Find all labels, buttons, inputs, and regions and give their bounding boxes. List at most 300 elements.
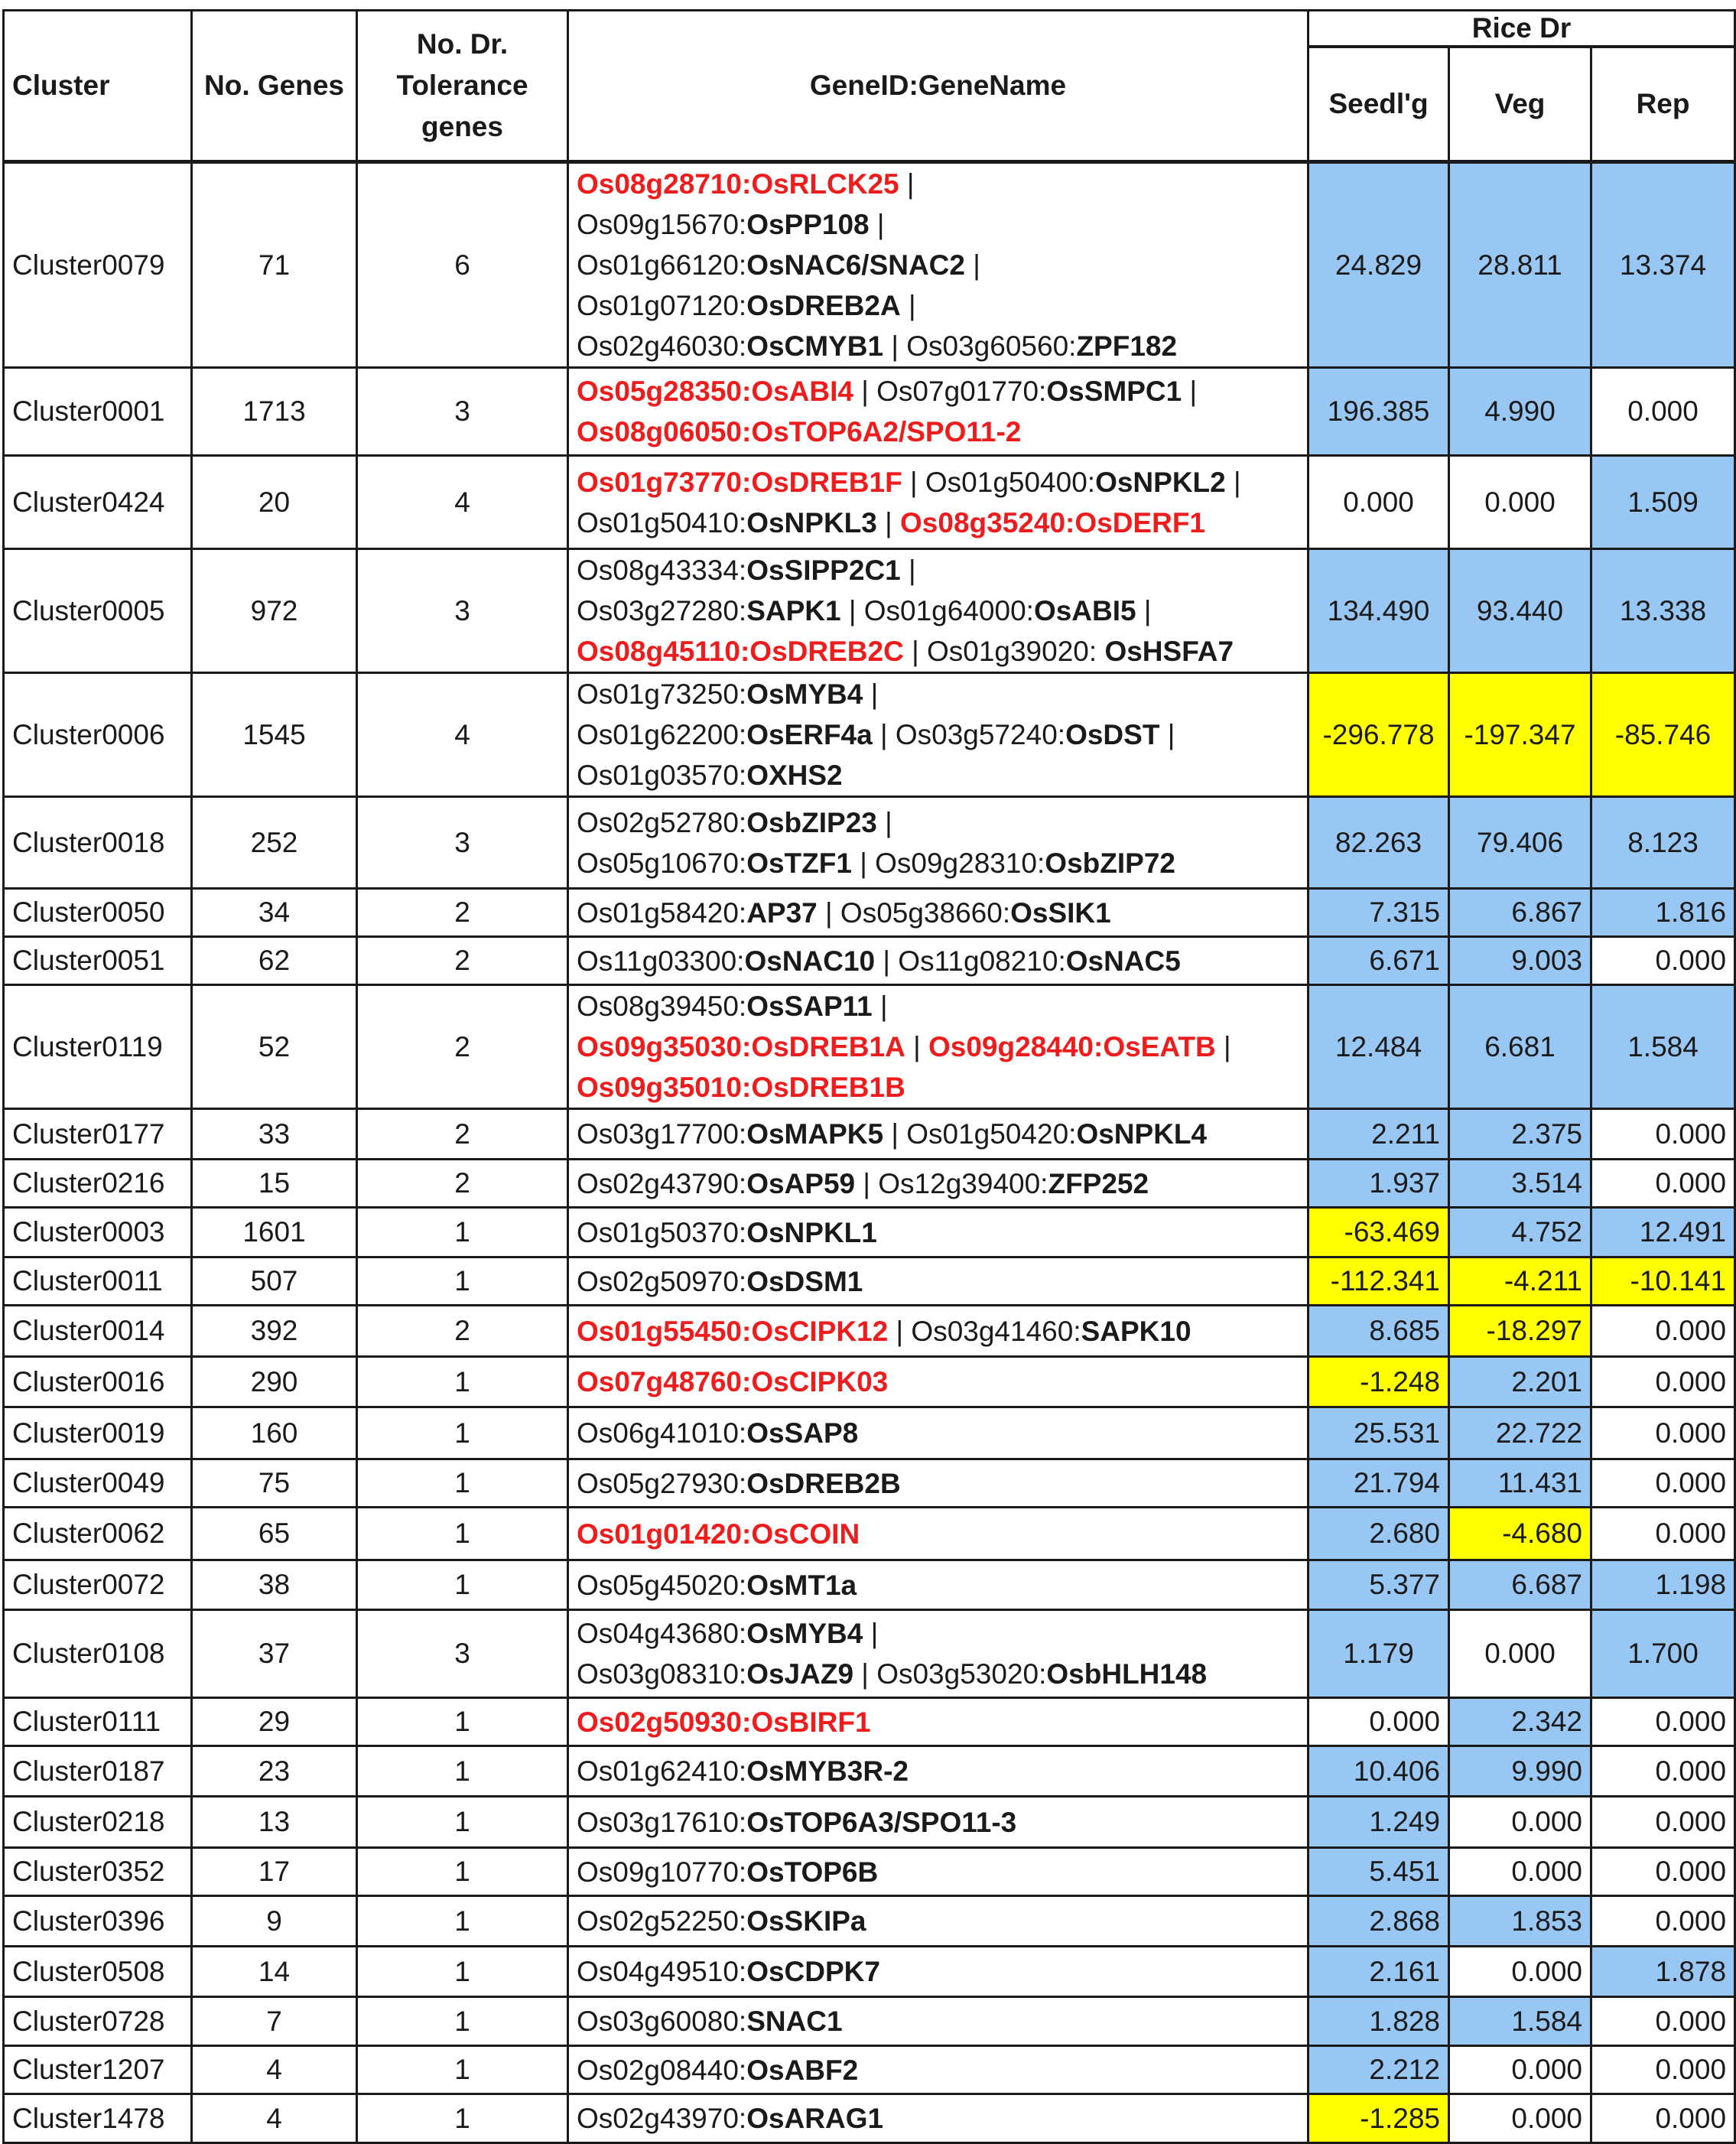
- gene-list-cell: [568, 456, 1309, 549]
- vegetative-value-cell: 2.375: [1449, 1109, 1591, 1160]
- vegetative-value-cell: 4.752: [1449, 1208, 1591, 1257]
- gene-entry: [906, 1118, 1207, 1150]
- gene-id: Os05g27930:: [577, 1467, 747, 1499]
- cluster-id-cell: Cluster0728: [4, 1997, 192, 2046]
- gene-list-cell: [568, 1109, 1309, 1160]
- cluster-id-cell: Cluster0119: [4, 985, 192, 1109]
- gene-id: Os03g17700:: [577, 1118, 747, 1150]
- gene-separator: |: [902, 466, 925, 498]
- gene-entry: [927, 636, 1234, 667]
- table-row: [4, 937, 1735, 985]
- gene-id: Os01g62410:: [577, 1755, 747, 1787]
- gene-name: OsCIPK12: [751, 1315, 889, 1347]
- gene-id: Os08g28710:: [577, 168, 752, 200]
- gene-name: SAPK1: [746, 595, 841, 626]
- gene-name: OsABI4: [751, 376, 853, 407]
- gene-entry: [875, 848, 1175, 879]
- cluster-id-cell: Cluster0051: [4, 937, 192, 985]
- gene-list-cell: [568, 1357, 1309, 1407]
- gene-name: OsTOP6A2/SPO11-2: [751, 416, 1022, 447]
- gene-entry: [577, 1118, 883, 1150]
- table-row: [4, 1306, 1735, 1357]
- vegetative-value-cell: 0.000: [1449, 2094, 1591, 2143]
- gene-entry: [577, 636, 904, 667]
- gene-id: Os08g43334:: [577, 555, 747, 586]
- gene-separator: |: [1225, 466, 1241, 498]
- gene-list-cell: [568, 1257, 1309, 1306]
- gene-separator: |: [840, 595, 864, 626]
- gene-entry: [925, 467, 1226, 498]
- tolerance-count-cell: 4: [357, 673, 568, 797]
- gene-list-cell: [568, 1848, 1309, 1896]
- tolerance-count-cell: 1: [357, 1257, 568, 1306]
- reproductive-value-cell: -10.141: [1591, 1257, 1735, 1306]
- reproductive-value-cell: 0.000: [1591, 2094, 1735, 2143]
- cluster-id-cell: Cluster0003: [4, 1208, 192, 1257]
- gene-count-cell: 507: [192, 1257, 357, 1306]
- gene-name: OXHS2: [746, 760, 843, 791]
- gene-count-cell: 33: [192, 1109, 357, 1160]
- vegetative-value-cell: 3.514: [1449, 1160, 1591, 1208]
- seedling-value-cell: 0.000: [1309, 1698, 1449, 1746]
- gene-id: Os03g17610:: [577, 1806, 747, 1838]
- gene-list-cell: [568, 1610, 1309, 1698]
- gene-entry: [577, 1807, 1016, 1838]
- table-row: [4, 889, 1735, 937]
- seedling-value-cell: 1.179: [1309, 1610, 1449, 1698]
- gene-name: OsNAC10: [744, 945, 876, 977]
- gene-separator: |: [875, 945, 899, 977]
- gene-id: Os03g08310:: [577, 1658, 747, 1690]
- tolerance-count-cell: 1: [357, 1459, 568, 1508]
- gene-name: OsSKIPa: [746, 1905, 866, 1937]
- gene-id: Os01g64000:: [863, 595, 1034, 626]
- cluster-id-cell: Cluster0018: [4, 797, 192, 889]
- gene-entry: [577, 1658, 853, 1690]
- vegetative-value-cell: 4.990: [1449, 368, 1591, 456]
- gene-count-cell: 1601: [192, 1208, 357, 1257]
- cluster-id-cell: Cluster0111: [4, 1698, 192, 1746]
- header-vegetative: Veg: [1449, 47, 1591, 162]
- gene-name: OsDREB1B: [751, 1072, 905, 1103]
- gene-name: OsNPKL2: [1095, 466, 1226, 498]
- tolerance-count-cell: 2: [357, 1109, 568, 1160]
- tolerance-count-cell: 1: [357, 1698, 568, 1746]
- gene-name: OsDERF1: [1074, 506, 1205, 538]
- gene-entry: [577, 1468, 901, 1499]
- cluster-id-cell: Cluster0005: [4, 549, 192, 673]
- tolerance-count-cell: 3: [357, 1610, 568, 1698]
- gene-id: Os02g50930:: [577, 1706, 752, 1738]
- tolerance-count-cell: 1: [357, 2094, 568, 2143]
- vegetative-value-cell: 0.000: [1449, 1610, 1591, 1698]
- gene-name: OsPP108: [746, 209, 870, 240]
- tolerance-count-cell: 4: [357, 456, 568, 549]
- vegetative-value-cell: 9.990: [1449, 1746, 1591, 1797]
- gene-id: Os05g38660:: [840, 896, 1011, 929]
- tolerance-count-cell: 3: [357, 549, 568, 673]
- gene-name: OsARAG1: [746, 2103, 884, 2134]
- gene-list-cell: [568, 889, 1309, 937]
- gene-list-cell: [568, 1997, 1309, 2046]
- gene-name: OsCDPK7: [746, 1956, 880, 1987]
- gene-id: Os09g35010:: [577, 1072, 752, 1103]
- gene-count-cell: 34: [192, 889, 357, 937]
- gene-name: OsABI5: [1033, 595, 1136, 626]
- table-row: [4, 456, 1735, 549]
- cluster-id-cell: Cluster0050: [4, 889, 192, 937]
- gene-entry: [577, 1217, 877, 1248]
- gene-count-cell: 7: [192, 1997, 357, 2046]
- table-row: [4, 673, 1735, 797]
- gene-list-cell: [568, 1560, 1309, 1610]
- gene-name: OsCIPK03: [751, 1366, 889, 1397]
- gene-name: OsNAC6/SNAC2: [746, 249, 965, 281]
- gene-name: OsNPKL4: [1076, 1118, 1208, 1150]
- gene-id: Os03g53020:: [876, 1658, 1047, 1690]
- gene-name: OsCOIN: [751, 1518, 860, 1550]
- gene-list-cell: [568, 797, 1309, 889]
- gene-list-cell: [568, 2094, 1309, 2143]
- gene-count-cell: 62: [192, 937, 357, 985]
- header-reproductive: Rep: [1591, 47, 1735, 162]
- reproductive-value-cell: 0.000: [1591, 1997, 1735, 2046]
- tolerance-count-cell: 1: [357, 1997, 568, 2046]
- gene-name: OsTOP6B: [746, 1856, 879, 1888]
- table-row: [4, 1560, 1735, 1610]
- gene-separator: |: [905, 1031, 928, 1062]
- vegetative-value-cell: 79.406: [1449, 797, 1591, 889]
- gene-entry: [900, 507, 1205, 538]
- table-row: [4, 1610, 1735, 1698]
- gene-id: Os11g08210:: [898, 945, 1066, 977]
- reproductive-value-cell: 1.198: [1591, 1560, 1735, 1610]
- gene-name: OsSAP8: [746, 1417, 859, 1449]
- gene-entry: [876, 376, 1182, 407]
- table-row: [4, 1997, 1735, 2046]
- gene-id: Os01g39020:: [926, 636, 1105, 667]
- vegetative-value-cell: 0.000: [1449, 1797, 1591, 1848]
- vegetative-value-cell: 0.000: [1449, 456, 1591, 549]
- cluster-id-cell: Cluster0216: [4, 1160, 192, 1208]
- seedling-value-cell: 5.377: [1309, 1560, 1449, 1610]
- gene-separator: |: [1182, 376, 1198, 407]
- cluster-id-cell: Cluster0177: [4, 1109, 192, 1160]
- vegetative-value-cell: 0.000: [1449, 2046, 1591, 2094]
- tolerance-count-cell: 1: [357, 1746, 568, 1797]
- tolerance-count-cell: 2: [357, 1160, 568, 1208]
- reproductive-value-cell: 0.000: [1591, 1160, 1735, 1208]
- table-row: [4, 985, 1735, 1109]
- gene-id: Os08g06050:: [577, 416, 752, 447]
- cluster-id-cell: Cluster0079: [4, 162, 192, 368]
- reproductive-value-cell: 0.000: [1591, 1896, 1735, 1947]
- vegetative-value-cell: -197.347: [1449, 673, 1591, 797]
- gene-name: OsMYB4: [746, 678, 863, 710]
- reproductive-value-cell: 8.123: [1591, 797, 1735, 889]
- gene-name: OsRLCK25: [751, 168, 899, 200]
- gene-name: OsAP59: [746, 1167, 856, 1199]
- header-no-genes: No. Genes: [192, 11, 357, 162]
- seedling-value-cell: 0.000: [1309, 456, 1449, 549]
- gene-count-cell: 52: [192, 985, 357, 1109]
- gene-list-cell: [568, 549, 1309, 673]
- cluster-id-cell: Cluster0019: [4, 1407, 192, 1459]
- gene-name: OsbZIP72: [1045, 847, 1175, 879]
- vegetative-value-cell: 9.003: [1449, 937, 1591, 985]
- tolerance-count-cell: 2: [357, 937, 568, 985]
- gene-entry: [898, 945, 1181, 977]
- header-gene-id-name: GeneID:GeneName: [568, 11, 1309, 162]
- reproductive-value-cell: 1.584: [1591, 985, 1735, 1109]
- gene-name: OsSIPP2C1: [746, 555, 901, 586]
- gene-count-cell: 1713: [192, 368, 357, 456]
- table-row: [4, 368, 1735, 456]
- table-row: [4, 1208, 1735, 1257]
- gene-entry: [577, 807, 877, 838]
- reproductive-value-cell: 1.878: [1591, 1947, 1735, 1997]
- gene-separator: |: [863, 1618, 879, 1649]
- gene-entry: [577, 2103, 883, 2134]
- reproductive-value-cell: -85.746: [1591, 673, 1735, 797]
- gene-id: Os08g45110:: [577, 636, 750, 667]
- gene-separator: |: [876, 506, 901, 538]
- gene-separator: |: [855, 1167, 879, 1199]
- vegetative-value-cell: 2.342: [1449, 1698, 1591, 1746]
- vegetative-value-cell: 2.201: [1449, 1357, 1591, 1407]
- vegetative-value-cell: 6.867: [1449, 889, 1591, 937]
- table-row: [4, 1698, 1735, 1746]
- reproductive-value-cell: 13.374: [1591, 162, 1735, 368]
- gene-name: OsDREB2A: [746, 290, 901, 321]
- gene-count-cell: 4: [192, 2046, 357, 2094]
- tolerance-count-cell: 1: [357, 1208, 568, 1257]
- gene-id: Os01g50410:: [577, 506, 747, 538]
- gene-id: Os12g39400:: [878, 1167, 1048, 1199]
- gene-entry: [840, 897, 1111, 929]
- reproductive-value-cell: 0.000: [1591, 1508, 1735, 1560]
- gene-name: OsMAPK5: [746, 1118, 884, 1150]
- gene-id: Os03g57240:: [895, 719, 1066, 750]
- gene-count-cell: 17: [192, 1848, 357, 1896]
- seedling-value-cell: 24.829: [1309, 162, 1449, 368]
- gene-name: OsSMPC1: [1046, 376, 1182, 407]
- tolerance-count-cell: 2: [357, 889, 568, 937]
- table-row: [4, 1357, 1735, 1407]
- gene-count-cell: 13: [192, 1797, 357, 1848]
- gene-name: OsDST: [1065, 719, 1160, 750]
- table-row: [4, 2046, 1735, 2094]
- reproductive-value-cell: 1.509: [1591, 456, 1735, 549]
- gene-id: Os03g27280:: [577, 595, 747, 626]
- gene-entry: [577, 719, 873, 750]
- gene-separator: |: [817, 896, 840, 929]
- gene-separator: |: [900, 290, 916, 321]
- gene-entry: [906, 330, 1177, 362]
- gene-id: Os02g52780:: [577, 806, 747, 838]
- table-row: [4, 1797, 1735, 1848]
- gene-entry: [864, 595, 1136, 626]
- table-row: [4, 549, 1735, 673]
- cluster-id-cell: Cluster0352: [4, 1848, 192, 1896]
- gene-name: OsHSFA7: [1104, 636, 1234, 667]
- gene-entry: [577, 555, 901, 586]
- gene-entry: [577, 848, 852, 879]
- seedling-value-cell: 1.937: [1309, 1160, 1449, 1208]
- gene-count-cell: 9: [192, 1896, 357, 1947]
- tolerance-count-cell: 1: [357, 1508, 568, 1560]
- seedling-value-cell: 2.161: [1309, 1947, 1449, 1997]
- gene-id: Os06g41010:: [577, 1417, 747, 1449]
- reproductive-value-cell: 0.000: [1591, 1848, 1735, 1896]
- vegetative-value-cell: -18.297: [1449, 1306, 1591, 1357]
- gene-entry: [577, 760, 843, 791]
- gene-id: Os01g73770:: [577, 466, 752, 498]
- gene-id: Os09g10770:: [577, 1856, 747, 1888]
- gene-separator: |: [883, 330, 907, 362]
- gene-name: OsMYB4: [746, 1618, 863, 1649]
- gene-entry: [577, 507, 877, 538]
- gene-id: Os07g01770:: [876, 376, 1047, 407]
- reproductive-value-cell: 1.700: [1591, 1610, 1735, 1698]
- gene-entry: [577, 1266, 863, 1297]
- seedling-value-cell: 8.685: [1309, 1306, 1449, 1357]
- table-header: [4, 11, 1735, 162]
- tolerance-count-cell: 1: [357, 1357, 568, 1407]
- gene-entry: [577, 595, 841, 626]
- table-row: [4, 797, 1735, 889]
- gene-entry: [577, 678, 863, 710]
- gene-separator: |: [863, 678, 879, 710]
- gene-separator: |: [883, 1118, 907, 1150]
- table-row: [4, 1947, 1735, 1997]
- gene-id: Os03g60560:: [906, 330, 1077, 362]
- vegetative-value-cell: 1.853: [1449, 1896, 1591, 1947]
- gene-entry: [577, 376, 853, 407]
- gene-name: OsNAC5: [1065, 945, 1181, 977]
- gene-name: SNAC1: [746, 2006, 843, 2037]
- gene-id: Os02g43970:: [577, 2103, 747, 2134]
- reproductive-value-cell: 0.000: [1591, 1459, 1735, 1508]
- gene-id: Os11g03300:: [577, 945, 745, 977]
- tolerance-count-cell: 1: [357, 1797, 568, 1848]
- gene-name: OsDREB1F: [751, 466, 902, 498]
- table-row: [4, 1459, 1735, 1508]
- reproductive-value-cell: 0.000: [1591, 2046, 1735, 2094]
- tolerance-count-cell: 3: [357, 797, 568, 889]
- reproductive-value-cell: 0.000: [1591, 1357, 1735, 1407]
- tolerance-count-cell: 1: [357, 1947, 568, 1997]
- gene-separator: |: [903, 636, 927, 667]
- cluster-id-cell: Cluster0508: [4, 1947, 192, 1997]
- reproductive-value-cell: 0.000: [1591, 1407, 1735, 1459]
- cluster-id-cell: Cluster0108: [4, 1610, 192, 1698]
- gene-name: ZFP252: [1048, 1167, 1149, 1199]
- tolerance-count-cell: 2: [357, 1306, 568, 1357]
- vegetative-value-cell: 93.440: [1449, 549, 1591, 673]
- gene-count-cell: 160: [192, 1407, 357, 1459]
- reproductive-value-cell: 1.816: [1591, 889, 1735, 937]
- gene-entry: [577, 1956, 880, 1987]
- seedling-value-cell: 2.868: [1309, 1896, 1449, 1947]
- vegetative-value-cell: 6.681: [1449, 985, 1591, 1109]
- gene-separator: |: [869, 209, 885, 240]
- gene-id: Os01g66120:: [577, 249, 747, 281]
- gene-id: Os01g50400:: [925, 466, 1096, 498]
- reproductive-value-cell: 0.000: [1591, 1698, 1735, 1746]
- gene-count-cell: 38: [192, 1560, 357, 1610]
- seedling-value-cell: 1.249: [1309, 1797, 1449, 1848]
- gene-entry: [577, 1168, 855, 1199]
- gene-entry: [577, 290, 901, 321]
- gene-count-cell: 20: [192, 456, 357, 549]
- gene-separator: |: [1136, 595, 1152, 626]
- seedling-value-cell: 2.211: [1309, 1109, 1449, 1160]
- cluster-id-cell: Cluster0011: [4, 1257, 192, 1306]
- seedling-value-cell: 1.828: [1309, 1997, 1449, 2046]
- gene-id: Os01g62200:: [577, 719, 747, 750]
- gene-name: ZPF182: [1076, 330, 1178, 362]
- gene-entry: [577, 2055, 858, 2086]
- gene-name: OsbZIP23: [746, 806, 877, 838]
- gene-entry: [577, 416, 1021, 447]
- gene-list-cell: [568, 1459, 1309, 1508]
- table-row: [4, 1508, 1735, 1560]
- table-row: [4, 1160, 1735, 1208]
- gene-id: Os08g39450:: [577, 991, 747, 1022]
- reproductive-value-cell: 0.000: [1591, 368, 1735, 456]
- gene-entry: [577, 2006, 843, 2037]
- cluster-id-cell: Cluster1207: [4, 2046, 192, 2094]
- table-row: [4, 1257, 1735, 1306]
- vegetative-value-cell: 28.811: [1449, 162, 1591, 368]
- gene-entry: [577, 1518, 860, 1550]
- gene-id: Os02g43790:: [577, 1167, 747, 1199]
- gene-entry: [928, 1031, 1216, 1062]
- seedling-value-cell: 25.531: [1309, 1407, 1449, 1459]
- vegetative-value-cell: 1.584: [1449, 1997, 1591, 2046]
- seedling-value-cell: -296.778: [1309, 673, 1449, 797]
- gene-count-cell: 972: [192, 549, 357, 673]
- gene-name: OsEATB: [1103, 1031, 1216, 1062]
- tolerance-count-cell: 1: [357, 2046, 568, 2094]
- gene-name: OsBIRF1: [751, 1706, 871, 1738]
- gene-list-cell: [568, 368, 1309, 456]
- gene-count-cell: 1545: [192, 673, 357, 797]
- gene-id: Os05g45020:: [577, 1569, 747, 1601]
- header-no-tolerance-genes: No. Dr. Tolerance genes: [357, 11, 568, 162]
- gene-list-cell: [568, 1947, 1309, 1997]
- gene-id: Os09g15670:: [577, 209, 747, 240]
- gene-list-cell: [568, 1797, 1309, 1848]
- gene-id: Os01g73250:: [577, 678, 747, 710]
- gene-separator: |: [872, 991, 888, 1022]
- tolerance-count-cell: 1: [357, 1560, 568, 1610]
- gene-name: OsNPKL1: [746, 1216, 877, 1248]
- header-cluster: Cluster: [4, 11, 192, 162]
- gene-entry: [577, 1570, 857, 1601]
- gene-list-cell: [568, 673, 1309, 797]
- gene-count-cell: 252: [192, 797, 357, 889]
- gene-name: OsJAZ9: [746, 1658, 854, 1690]
- cluster-id-cell: Cluster0187: [4, 1746, 192, 1797]
- cluster-table-container: [0, 9, 1736, 2144]
- gene-entry: [896, 719, 1160, 750]
- seedling-value-cell: 82.263: [1309, 797, 1449, 889]
- gene-name: OsSIK1: [1010, 896, 1111, 929]
- gene-name: AP37: [746, 896, 818, 929]
- gene-id: Os01g50420:: [906, 1118, 1077, 1150]
